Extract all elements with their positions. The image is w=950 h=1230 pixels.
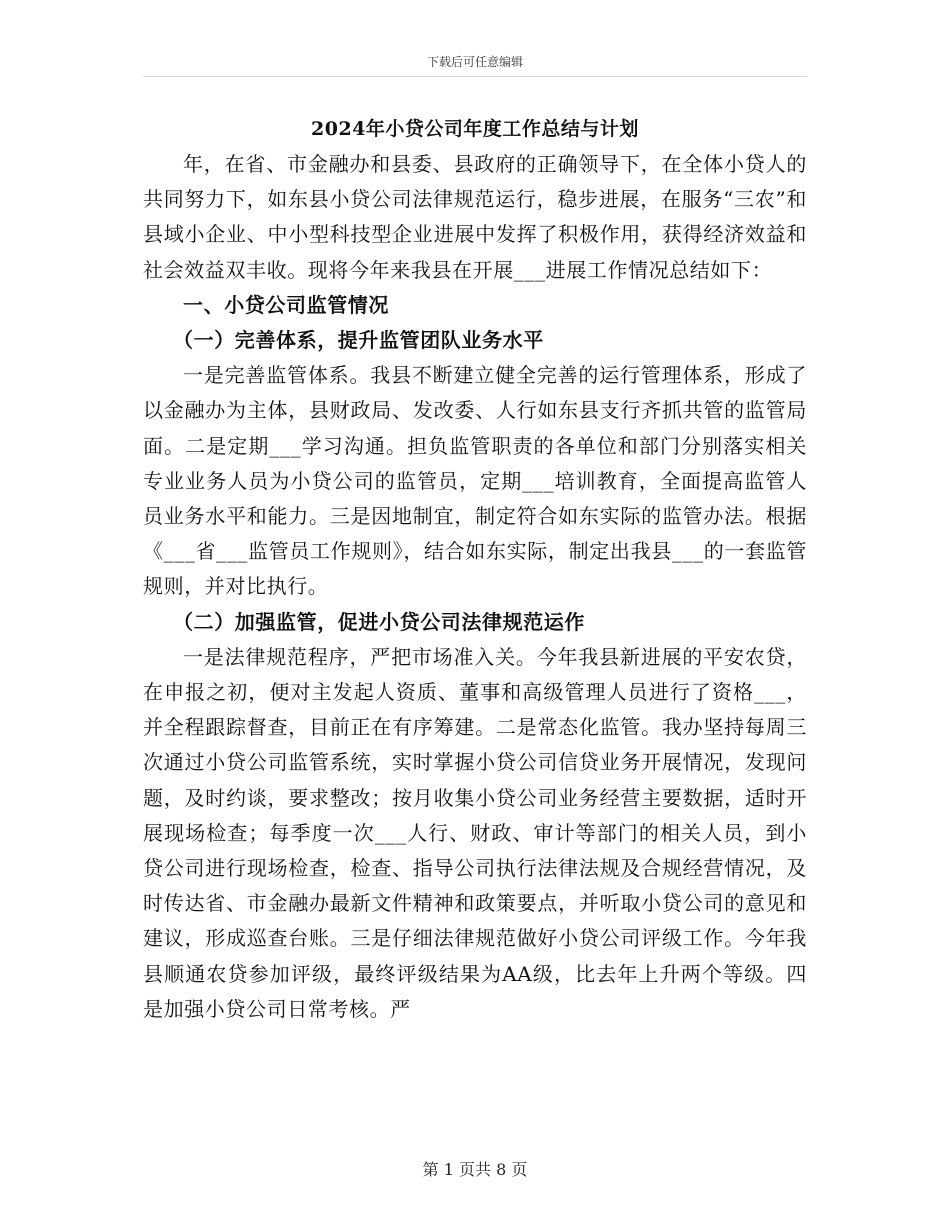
intro-paragraph: 年，在省、市金融办和县委、县政府的正确领导下，在全体小贷人的共同努力下，如东县小贷公司法律规范运行，稳步进展，在服务“三农”和县域小企业、中小型科技型企业进展中发挥了积极作用，获得经济效益和社会效益双丰收。现将今年来我县在开展___进展工作情况总结如下： [143,152,807,282]
subsection-heading-2: （二）加强监管，促进小贷公司法律规范运作 [173,609,585,634]
page-footer: 第 1 页共 8 页 [422,1160,528,1179]
subsection-body-2: 一是法律规范程序，严把市场准入关。今年我县新进展的平安农贷，在申报之初，便对主发起人资质、董事和高级管理人员进行了资格___，并全程跟踪督查，目前正在有序筹建。二是常态化监管。我办坚持每周三次通过小贷公司监管系统，实时掌握小贷公司信贷业务开展情况，发现问题，及时约谈，要求整改；按月收集小贷公司业务经营主要数据，适时开展现场检查；每季度一次___人行、财政、审计等部门的相关人员，到小贷公司进行现场检查，检查、指导公司执行法律法规及合规经营情况，及时传达省、市金融办最新文件精神和政策要点，并听取小贷公司的意见和建议，形成巡查台账。三是仔细法律规范做好小贷公司评级工作。今年我县顺通农贷参加评级，最终评级结果为AA级，比去年上升两个等级。四是加强小贷公司日常考核。严 [143,644,807,1021]
subsection-body-1: 一是完善监管体系。我县不断建立健全完善的运行管理体系，形成了以金融办为主体，县财政局、发改委、人行如东县支行齐抓共管的监管局面。二是定期___学习沟通。担负监管职责的各单位和部门分别落实相关专业业务人员为小贷公司的监管员，定期___培训教育，全面提高监管人员业务水平和能力。三是因地制宜，制定符合如东实际的监管办法。根据《___省___监管员工作规则》，结合如东实际，制定出我县___的一套监管规则，并对比执行。 [143,363,807,599]
header-divider [143,76,807,77]
document-body [143,112,807,1027]
document-title: 2024年小贷公司年度工作总结与计划 [311,118,639,140]
subsection-heading-1: （一）完善体系，提升监管团队业务水平 [173,328,544,353]
section-heading-supervision: 一、小贷公司监管情况 [183,292,389,317]
page-header: 下载后可任意编辑 [426,55,523,69]
